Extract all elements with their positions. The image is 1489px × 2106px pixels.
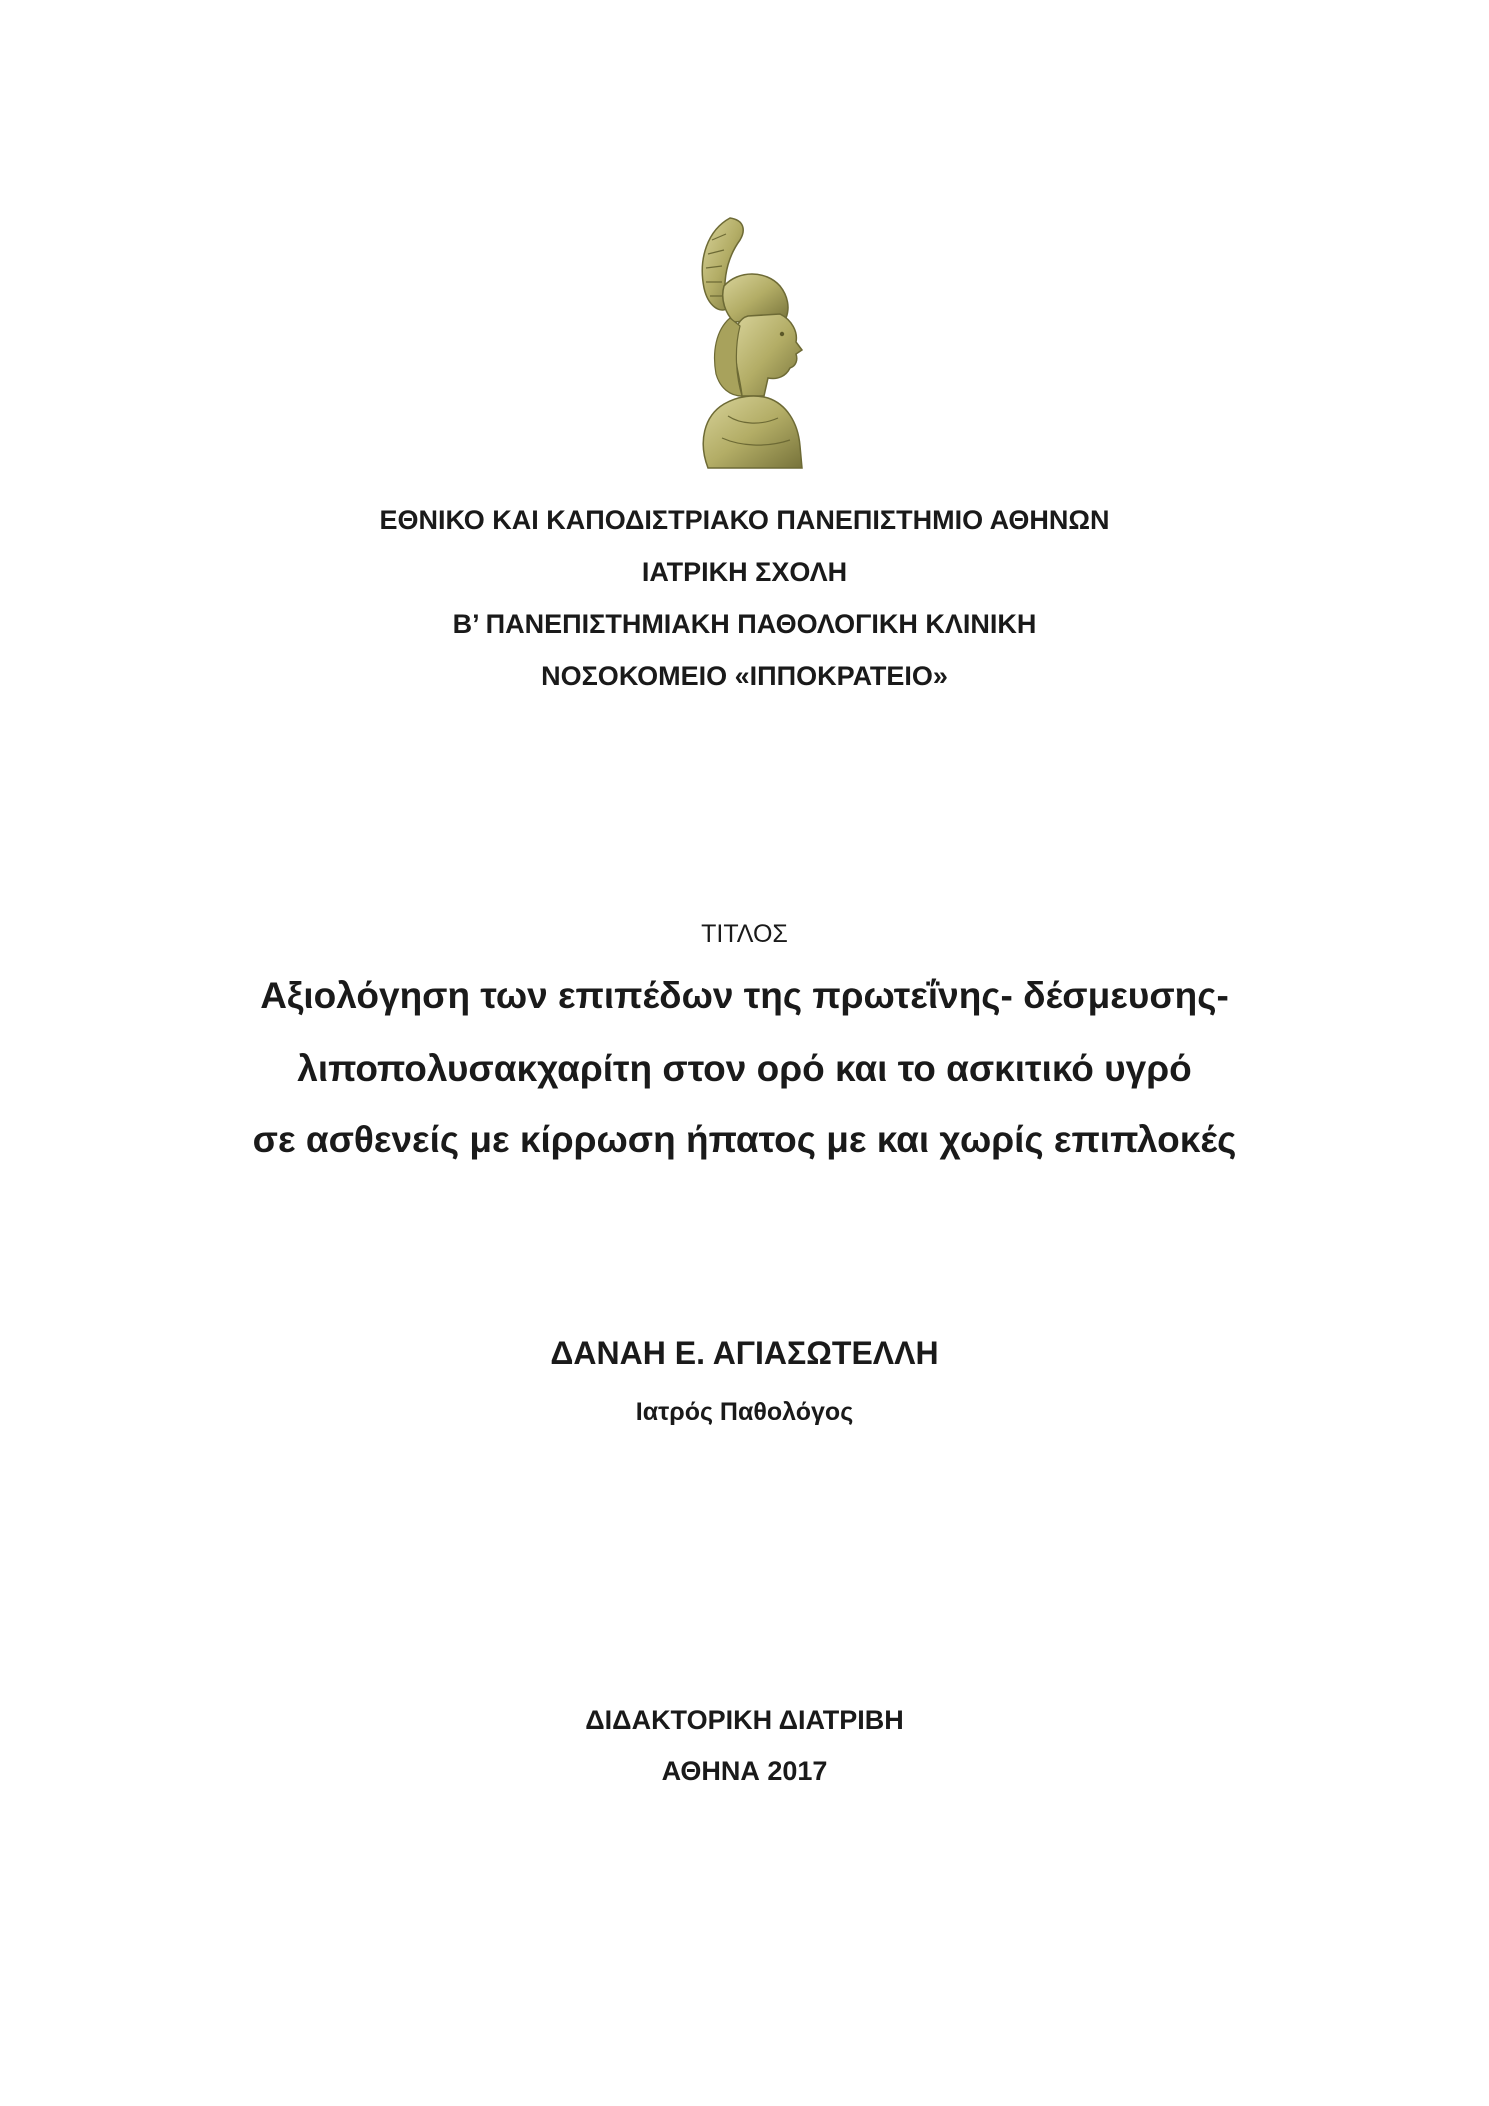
city-year: ΑΘΗΝΑ 2017: [661, 1756, 828, 1786]
author-name: ΔΑΝΑΗ Ε. ΑΓΙΑΣΩΤΕΛΛΗ: [550, 1335, 939, 1371]
thesis-title-line-3: σε ασθενείς με κίρρωση ήπατος με και χωρίς επιπλοκές: [252, 1119, 1237, 1160]
university-name: ΕΘΝΙΚΟ ΚΑΙ ΚΑΠΟΔΙΣΤΡΙΑΚΟ ΠΑΝΕΠΙΣΤΗΜΙΟ ΑΘΗΝΩΝ: [379, 505, 1110, 535]
thesis-title-line-2: λιποπολυσακχαρίτη στον ορό και το ασκιτικό υγρό: [297, 1048, 1192, 1089]
clinic-name: Β’ ΠΑΝΕΠΙΣΤΗΜΙΑΚΗ ΠΑΘΟΛΟΓΙΚΗ ΚΛΙΝΙΚΗ: [452, 609, 1037, 639]
title-label: ΤΙΤΛΟΣ: [701, 920, 788, 948]
thesis-title-line-1: Αξιολόγηση των επιπέδων της πρωτεΐνης- δέσμευσης-: [260, 975, 1229, 1016]
hospital-name: ΝΟΣΟΚΟΜΕΙΟ «ΙΠΠΟΚΡΑΤΕΙΟ»: [541, 661, 948, 691]
school-name: ΙΑΤΡΙΚΗ ΣΧΟΛΗ: [641, 557, 848, 587]
author-role: Ιατρός Παθολόγος: [635, 1398, 854, 1426]
athena-emblem-icon: [668, 210, 828, 470]
document-type: ΔΙΔΑΚΤΟΡΙΚΗ ΔΙΑΤΡΙΒΗ: [585, 1705, 904, 1735]
